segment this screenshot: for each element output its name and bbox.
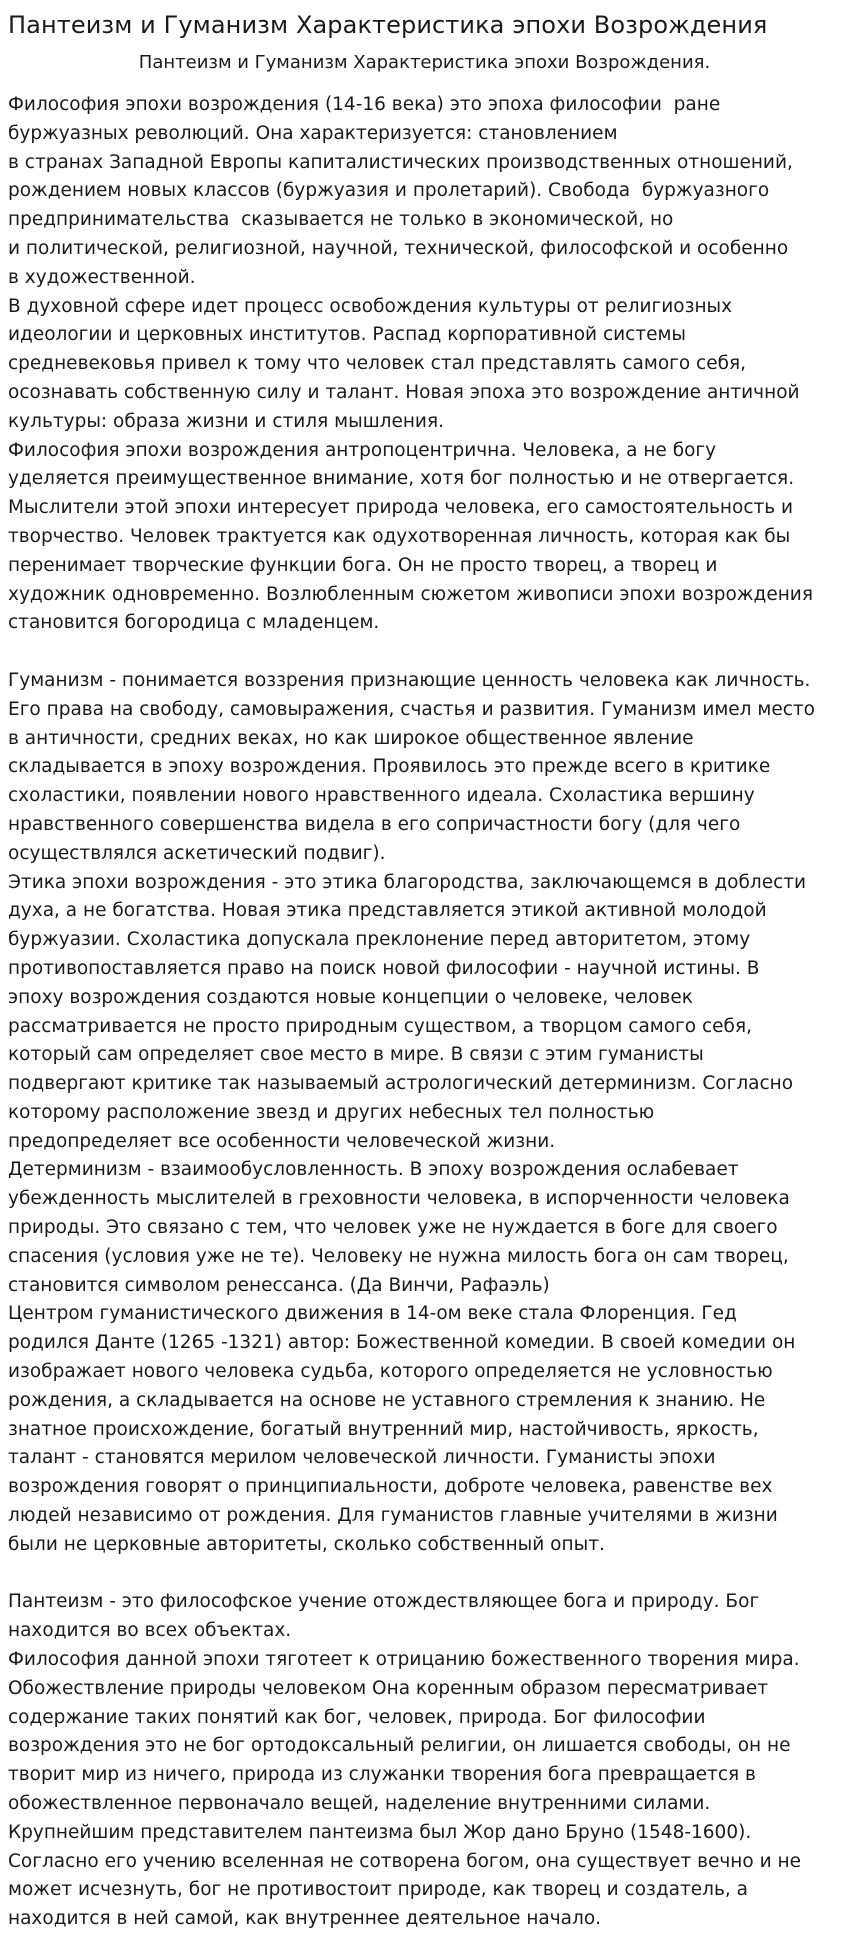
- text-line: идеологии и церковных институтов. Распад корпоративной системы: [8, 324, 687, 346]
- text-line: Философия эпохи возрождения антропоцентрична. Человека, а не богу: [8, 439, 717, 461]
- text-line: находится в ней самой, как внутреннее деятельное начало.: [8, 1908, 602, 1930]
- text-line: Пантеизм - это философское учение отождествляющее бога и природу. Бог: [8, 1591, 760, 1613]
- text-line: обожествленное первоначало вещей, наделение внутренними силами.: [8, 1793, 711, 1815]
- text-line: предпринимательства сказывается не только в экономической, но: [8, 209, 674, 231]
- text-line: схоластики, появлении нового нравственного идеала. Схоластика вершину: [8, 785, 755, 807]
- text-line: Центром гуманистического движения в 14-ом веке стала Флоренция. Гед: [8, 1303, 737, 1325]
- text-line: перенимает творческие функции бога. Он не просто творец, а творец и: [8, 554, 718, 576]
- text-line: содержание таких понятий как бог, человек, природа. Бог философии: [8, 1706, 706, 1728]
- text-line: средневековья привел к тому что человек стал представлять самого себя,: [8, 353, 747, 375]
- text-line: Согласно его учению вселенная не сотворена богом, она существует вечно и не: [8, 1850, 801, 1872]
- text-line: Крупнейшим представителем пантеизма был Жор дано Бруно (1548-1600).: [8, 1821, 752, 1843]
- text-line: предопределяет все особенности человеческой жизни.: [8, 1130, 556, 1152]
- text-line: рождения, а складывается на основе не уставного стремления к знанию. Не: [8, 1389, 766, 1411]
- text-line: Его права на свободу, самовыражения, счастья и развития. Гуманизм имел место: [8, 698, 815, 720]
- text-line: возрождения это не бог ортодоксальный религии, он лишается свободы, он не: [8, 1735, 791, 1757]
- text-line: возрождения говорят о принципиальности, доброте человека, равенстве вех: [8, 1476, 773, 1498]
- text-line: Этика эпохи возрождения - это этика благородства, заключающемся в доблести: [8, 871, 807, 893]
- text-line: осуществлялся аскетический подвиг).: [8, 842, 386, 864]
- text-line: убежденность мыслителей в греховности человека, в испорченности человека: [8, 1188, 790, 1210]
- text-line: уделяется преимущественное внимание, хотя бог полностью и не отвергается.: [8, 468, 795, 490]
- text-line: Философия данной эпохи тяготеет к отрицанию божественного творения мира.: [8, 1649, 800, 1671]
- paragraph-gap: [8, 638, 841, 667]
- text-line: спасения (условия уже не те). Человеку не нужна милость бога он сам творец,: [8, 1245, 789, 1267]
- text-line: осознавать собственную силу и талант. Новая эпоха это возрождение античной: [8, 381, 800, 403]
- text-line: буржуазных революций. Она характеризуется: становлением: [8, 122, 618, 144]
- article-body: [8, 91, 841, 1934]
- text-line: и политической, религиозной, научной, технической, философской и особенно: [8, 237, 789, 259]
- text-line: которому расположение звезд и других небесных тел полностью: [8, 1101, 655, 1123]
- text-line: талант - становятся мерилом человеческой личности. Гуманисты эпохи: [8, 1447, 716, 1469]
- text-line: эпоху возрождения создаются новые концепции о человеке, человек: [8, 986, 693, 1008]
- text-line: духа, а не богатства. Новая этика представляется этикой активной молодой: [8, 900, 767, 922]
- text-line: становится богородица с младенцем.: [8, 612, 380, 634]
- text-line: природы. Это связано с тем, что человек уже не нуждается в боге для своего: [8, 1217, 778, 1239]
- text-line: складывается в эпоху возрождения. Проявилось это прежде всего в критике: [8, 756, 771, 778]
- page-title: Пантеизм и Гуманизм Характеристика эпохи Возрождения: [8, 11, 768, 39]
- text-line: рождением новых классов (буржуазия и пролетарий). Свобода буржуазного: [8, 180, 770, 202]
- text-line: художник одновременно. Возлюбленным сюжетом живописи эпохи возрождения: [8, 583, 813, 605]
- text-line: знатное происхождение, богатый внутренний мир, настойчивость, яркость,: [8, 1418, 759, 1440]
- text-line: изображает нового человека судьба, которого определяется не условностью: [8, 1361, 773, 1383]
- text-line: в художественной.: [8, 266, 196, 288]
- text-line: в странах Западной Европы капиталистических производственных отношений,: [8, 151, 793, 173]
- text-line: Мыслители этой эпохи интересует природа человека, его самостоятельность и: [8, 497, 794, 519]
- text-line: подвергают критике так называемый астрологический детерминизм. Согласно: [8, 1073, 794, 1095]
- text-line: творит мир из ничего, природа из служанки творения бога превращается в: [8, 1764, 756, 1786]
- page-subtitle: Пантеизм и Гуманизм Характеристика эпохи Возрождения.: [138, 52, 711, 73]
- text-line: нравственного совершенства видела в его сопричастности богу (для чего: [8, 813, 741, 835]
- text-line: становится символом ренессанса. (Да Винчи, Рафаэль): [8, 1274, 550, 1296]
- text-line: были не церковные авторитеты, сколько собственный опыт.: [8, 1533, 605, 1555]
- text-line: Обожествление природы человеком Она коренным образом пересматривает: [8, 1677, 768, 1699]
- text-line: находится во всех объектах.: [8, 1620, 292, 1642]
- text-line: который сам определяет свое место в мире. В связи с этим гуманисты: [8, 1044, 704, 1066]
- text-line: людей независимо от рождения. Для гуманистов главные учителями в жизни: [8, 1505, 778, 1527]
- text-line: может исчезнуть, бог не противостоит природе, как творец и создатель, а: [8, 1879, 748, 1901]
- text-line: противопоставляется право на поиск новой философии - научной истины. В: [8, 957, 760, 979]
- text-line: в античности, средних веках, но как широкое общественное явление: [8, 727, 694, 749]
- paragraph-gap: [8, 1560, 841, 1589]
- text-line: буржуазии. Схоластика допускала преклонение перед авторитетом, этому: [8, 929, 751, 951]
- text-line: творчество. Человек трактуется как одухотворенная личность, которая как бы: [8, 525, 791, 547]
- text-line: родился Данте (1265 -1321) автор: Божественной комедии. В своей комедии он: [8, 1332, 796, 1354]
- text-line: Философия эпохи возрождения (14-16 века) это эпоха философии ране: [8, 94, 721, 115]
- text-line: рассматривается не просто природным существом, а творцом самого себя,: [8, 1015, 752, 1037]
- text-line: культуры: образа жизни и стиля мышления.: [8, 410, 444, 432]
- text-line: Детерминизм - взаимообусловленность. В эпоху возрождения ослабевает: [8, 1159, 739, 1181]
- text-line: Гуманизм - понимается воззрения признающие ценность человека как личность.: [8, 669, 811, 691]
- text-line: В духовной сфере идет процесс освобождения культуры от религиозных: [8, 295, 733, 317]
